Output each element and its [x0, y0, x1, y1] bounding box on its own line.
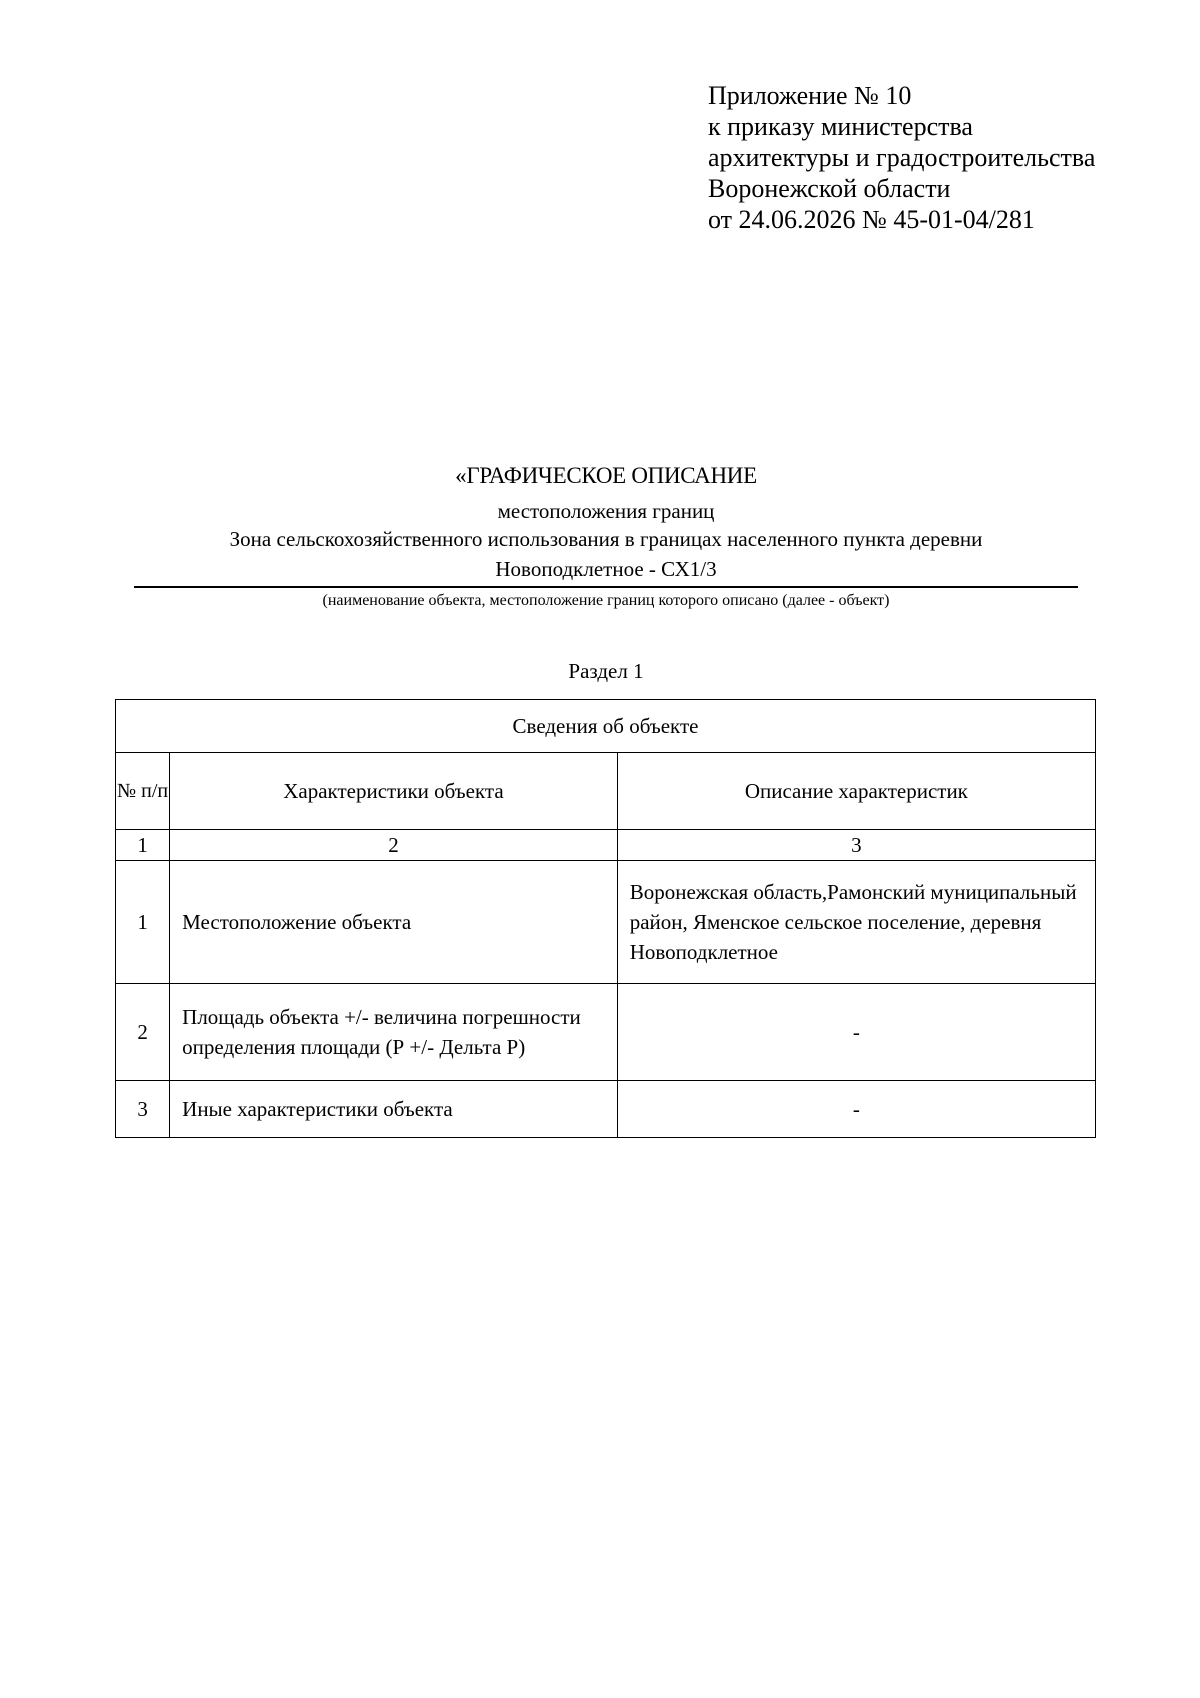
column-header-description: Описание характеристик — [617, 753, 1095, 830]
row-characteristic: Площадь объекта +/- величина погрешности определения площади (Р +/- Дельта Р) — [170, 984, 618, 1081]
appendix-line: Воронежской области — [708, 174, 951, 203]
column-number-row — [116, 830, 1096, 861]
column-number: 2 — [170, 830, 618, 861]
table-header-row — [116, 700, 1096, 753]
object-info-table — [115, 699, 1096, 1138]
table-header: Сведения об объекте — [116, 700, 1096, 753]
appendix-line: от 24.06.2026 № 45-01-04/281 — [708, 205, 1035, 234]
column-number: 3 — [617, 830, 1095, 861]
column-header-num: № п/п — [116, 753, 170, 830]
appendix-line: Приложение № 10 — [708, 81, 912, 110]
row-number: 1 — [116, 861, 170, 984]
document-title: «ГРАФИЧЕСКОЕ ОПИСАНИЕ — [455, 463, 757, 488]
object-name-caption: (наименование объекта, местоположение границ которого описано (далее - объект) — [322, 592, 890, 609]
object-name-line: Новоподклетное - СХ1/3 — [495, 557, 717, 581]
object-name-line: Зона сельскохозяйственного использования в границах населенного пункта деревни — [229, 527, 983, 551]
appendix-line: к приказу министерства — [708, 112, 973, 141]
appendix-line: архитектуры и градостроительства — [708, 143, 1096, 172]
appendix-reference — [708, 80, 1095, 235]
object-name — [134, 524, 1078, 586]
column-number: 1 — [116, 830, 170, 861]
row-number: 2 — [116, 984, 170, 1081]
row-description: - — [617, 984, 1095, 1081]
row-characteristic: Иные характеристики объекта — [170, 1081, 618, 1138]
table-row — [116, 984, 1096, 1081]
document-subtitle: местоположения границ — [497, 499, 715, 523]
table-row — [116, 861, 1096, 984]
section-label: Раздел 1 — [568, 659, 644, 683]
object-name-underline — [134, 586, 1078, 588]
row-description: - — [617, 1081, 1095, 1138]
row-number: 3 — [116, 1081, 170, 1138]
column-header-characteristic: Характеристики объекта — [170, 753, 618, 830]
row-characteristic: Местоположение объекта — [170, 861, 618, 984]
column-header-row — [116, 753, 1096, 830]
table-row — [116, 1081, 1096, 1138]
row-description: Воронежская область,Рамонский муниципальный район, Яменское сельское поселение, деревня Новоподклетное — [617, 861, 1095, 984]
title-block — [134, 462, 1078, 612]
